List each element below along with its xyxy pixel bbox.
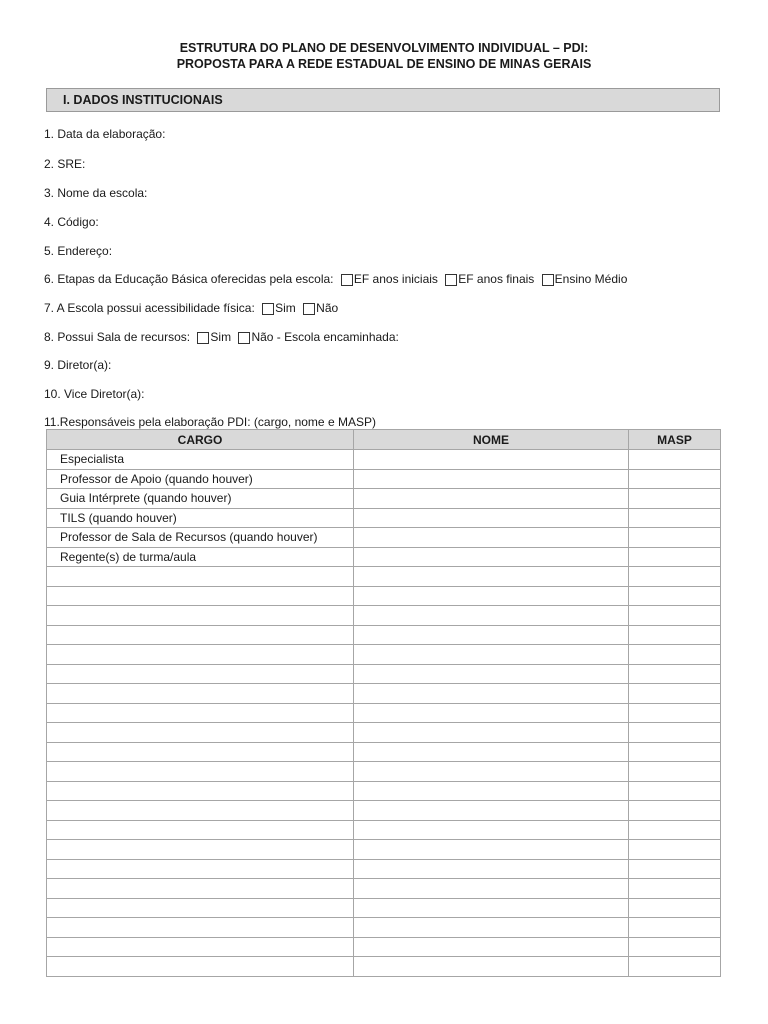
table-row	[47, 684, 721, 704]
cell-masp[interactable]	[629, 469, 721, 489]
cell-nome[interactable]	[354, 840, 629, 860]
cell-masp[interactable]	[629, 859, 721, 879]
cell-cargo[interactable]	[47, 840, 354, 860]
cell-nome[interactable]	[354, 898, 629, 918]
table-row	[47, 723, 721, 743]
cell-cargo[interactable]	[47, 762, 354, 782]
cell-masp[interactable]	[629, 879, 721, 899]
cell-cargo[interactable]	[47, 586, 354, 606]
cell-nome[interactable]	[354, 937, 629, 957]
cell-nome[interactable]	[354, 606, 629, 626]
cell-cargo[interactable]	[47, 879, 354, 899]
cell-nome[interactable]	[354, 469, 629, 489]
cell-cargo[interactable]	[47, 684, 354, 704]
document-title-line1: ESTRUTURA DO PLANO DE DESENVOLVIMENTO INDIVIDUAL – PDI:	[179, 41, 589, 55]
cell-cargo[interactable]	[47, 859, 354, 879]
table-row	[47, 957, 721, 977]
option-nao-encaminhada: Não - Escola encaminhada:	[251, 330, 399, 344]
table-row	[47, 450, 721, 470]
table-row	[47, 567, 721, 587]
cell-cargo[interactable]: Professor de Apoio (quando houver)	[47, 469, 354, 489]
table-header-row	[47, 430, 721, 450]
cell-cargo[interactable]: Regente(s) de turma/aula	[47, 547, 354, 567]
section-header	[46, 88, 720, 112]
cell-masp[interactable]	[629, 664, 721, 684]
cell-nome[interactable]	[354, 528, 629, 548]
checkbox-sala-recursos-sim[interactable]	[197, 332, 209, 344]
field-codigo[interactable]: 4. Código:	[44, 215, 99, 229]
cell-masp[interactable]	[629, 742, 721, 762]
field-nome-escola[interactable]: 3. Nome da escola:	[44, 186, 148, 200]
table-row	[47, 489, 721, 509]
cell-nome[interactable]	[354, 820, 629, 840]
option-ensino-medio: Ensino Médio	[554, 272, 628, 286]
cell-masp[interactable]	[629, 957, 721, 977]
cell-cargo[interactable]	[47, 801, 354, 821]
cell-masp[interactable]	[629, 898, 721, 918]
field-sre[interactable]: 2. SRE:	[44, 157, 86, 171]
cell-nome[interactable]	[354, 879, 629, 899]
document-title-line2: PROPOSTA PARA A REDE ESTADUAL DE ENSINO DE MINAS GERAIS	[176, 57, 592, 71]
cell-cargo[interactable]: Guia Intérprete (quando houver)	[47, 489, 354, 509]
cell-nome[interactable]	[354, 781, 629, 801]
cell-cargo[interactable]	[47, 625, 354, 645]
cell-nome[interactable]	[354, 918, 629, 938]
cell-cargo[interactable]	[47, 820, 354, 840]
cell-cargo[interactable]: Professor de Sala de Recursos (quando houver)	[47, 528, 354, 548]
header-nome: NOME	[354, 430, 629, 450]
cell-cargo[interactable]	[47, 781, 354, 801]
header-masp: MASP	[629, 430, 721, 450]
field-acessibilidade	[44, 301, 338, 315]
cell-nome[interactable]	[354, 450, 629, 470]
cell-nome[interactable]	[354, 684, 629, 704]
table-row	[47, 508, 721, 528]
cell-masp[interactable]	[629, 684, 721, 704]
cell-nome[interactable]	[354, 957, 629, 977]
table-row	[47, 918, 721, 938]
field-data-elaboracao[interactable]: 1. Data da elaboração:	[44, 127, 166, 141]
field-diretor[interactable]: 9. Diretor(a):	[44, 358, 112, 372]
table-row	[47, 859, 721, 879]
field-endereco[interactable]: 5. Endereço:	[44, 244, 113, 258]
cell-nome[interactable]	[354, 586, 629, 606]
cell-masp[interactable]	[629, 840, 721, 860]
table-row	[47, 606, 721, 626]
option-ef-anos-iniciais: EF anos iniciais	[353, 272, 438, 286]
cell-masp[interactable]	[629, 625, 721, 645]
field-etapas	[44, 272, 627, 286]
cell-nome[interactable]	[354, 664, 629, 684]
table-row	[47, 547, 721, 567]
cell-masp[interactable]	[629, 606, 721, 626]
sala-recursos-label: 8. Possui Sala de recursos:	[44, 330, 191, 344]
cell-masp[interactable]	[629, 723, 721, 743]
table-row	[47, 898, 721, 918]
option-sim: Sim	[210, 330, 232, 344]
cell-nome[interactable]	[354, 859, 629, 879]
cell-nome[interactable]	[354, 742, 629, 762]
etapas-label: 6. Etapas da Educação Básica oferecidas pela escola:	[44, 272, 334, 286]
table-row	[47, 879, 721, 899]
cell-nome[interactable]	[354, 489, 629, 509]
field-responsaveis-label: 11.Responsáveis pela elaboração PDI: (cargo, nome e MASP)	[44, 415, 376, 429]
checkbox-acessibilidade-nao[interactable]	[303, 303, 315, 315]
cell-cargo[interactable]: Especialista	[47, 450, 354, 470]
table-row	[47, 781, 721, 801]
option-ef-anos-finais: EF anos finais	[458, 272, 535, 286]
table-row	[47, 762, 721, 782]
table-row	[47, 742, 721, 762]
table-row	[47, 645, 721, 665]
cell-nome[interactable]	[354, 625, 629, 645]
table-row	[47, 840, 721, 860]
responsaveis-table	[46, 429, 721, 977]
cell-nome[interactable]	[354, 508, 629, 528]
cell-masp[interactable]	[629, 567, 721, 587]
cell-nome[interactable]	[354, 645, 629, 665]
checkbox-ef-anos-iniciais[interactable]	[341, 274, 353, 286]
cell-nome[interactable]	[354, 567, 629, 587]
cell-cargo[interactable]	[47, 957, 354, 977]
cell-masp[interactable]	[629, 820, 721, 840]
cell-masp[interactable]	[629, 645, 721, 665]
table-row	[47, 820, 721, 840]
cell-cargo[interactable]	[47, 937, 354, 957]
cell-cargo[interactable]	[47, 606, 354, 626]
checkbox-ef-anos-finais[interactable]	[445, 274, 457, 286]
field-vice-diretor[interactable]: 10. Vice Diretor(a):	[44, 387, 145, 401]
cell-masp[interactable]	[629, 801, 721, 821]
cell-masp[interactable]	[629, 450, 721, 470]
cell-masp[interactable]	[629, 762, 721, 782]
table-row	[47, 528, 721, 548]
cell-masp[interactable]	[629, 918, 721, 938]
cell-masp[interactable]	[629, 703, 721, 723]
table-row	[47, 664, 721, 684]
checkbox-ensino-medio[interactable]	[542, 274, 554, 286]
cell-masp[interactable]	[629, 528, 721, 548]
cell-cargo[interactable]	[47, 664, 354, 684]
cell-cargo[interactable]	[47, 645, 354, 665]
cell-cargo[interactable]	[47, 723, 354, 743]
cell-masp[interactable]	[629, 489, 721, 509]
cell-nome[interactable]	[354, 801, 629, 821]
cell-nome[interactable]	[354, 547, 629, 567]
header-cargo: CARGO	[47, 430, 354, 450]
cell-cargo[interactable]	[47, 918, 354, 938]
cell-cargo[interactable]	[47, 567, 354, 587]
cell-masp[interactable]	[629, 508, 721, 528]
field-sala-recursos	[44, 330, 399, 344]
cell-masp[interactable]	[629, 586, 721, 606]
acessibilidade-label: 7. A Escola possui acessibilidade física:	[44, 301, 255, 315]
cell-nome[interactable]	[354, 723, 629, 743]
option-sim: Sim	[275, 301, 296, 315]
cell-cargo[interactable]	[47, 742, 354, 762]
checkbox-acessibilidade-sim[interactable]	[262, 303, 274, 315]
cell-masp[interactable]	[629, 547, 721, 567]
table-row	[47, 801, 721, 821]
cell-masp[interactable]	[629, 781, 721, 801]
table-row	[47, 625, 721, 645]
table-row	[47, 469, 721, 489]
cell-cargo[interactable]	[47, 703, 354, 723]
section-title: I. DADOS INSTITUCIONAIS	[63, 93, 223, 107]
table-row	[47, 586, 721, 606]
cell-masp[interactable]	[629, 937, 721, 957]
cell-cargo[interactable]: TILS (quando houver)	[47, 508, 354, 528]
table-row	[47, 703, 721, 723]
checkbox-sala-recursos-nao[interactable]	[238, 332, 250, 344]
cell-nome[interactable]	[354, 762, 629, 782]
cell-nome[interactable]	[354, 703, 629, 723]
option-nao: Não	[316, 301, 339, 315]
table-row	[47, 937, 721, 957]
cell-cargo[interactable]	[47, 898, 354, 918]
